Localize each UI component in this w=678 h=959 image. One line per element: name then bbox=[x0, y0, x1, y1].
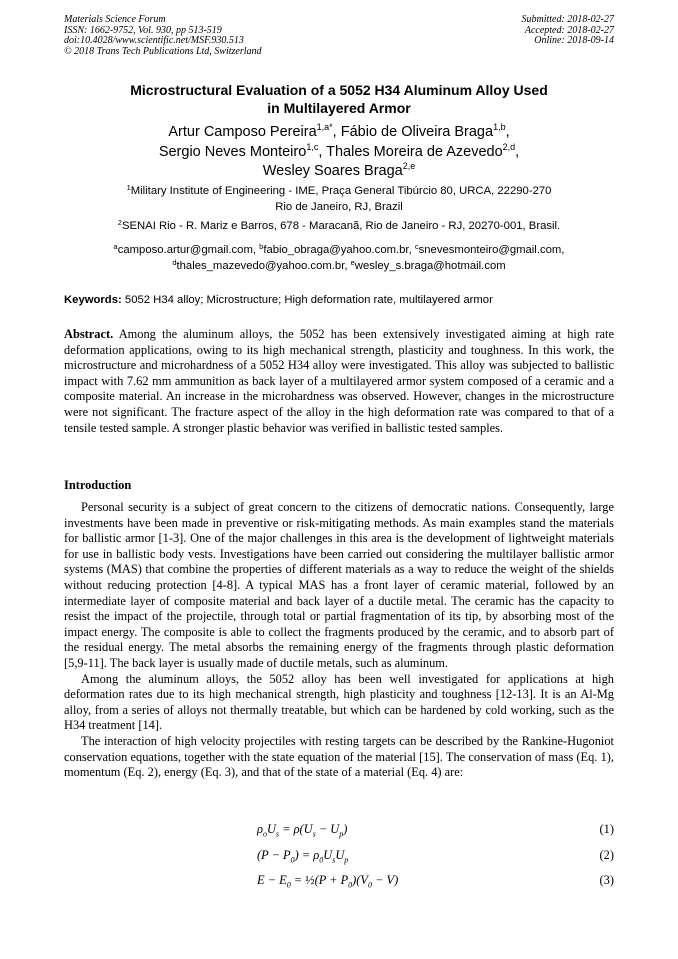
affiliation-text: SENAI Rio - R. Mariz e Barros, 678 - Maracanã, Rio de Janeiro - RJ, 20270-001, Brasil. bbox=[121, 220, 561, 232]
author-superscript: 1,a* bbox=[316, 122, 333, 132]
journal-info bbox=[64, 15, 262, 57]
equation-expression: $\rho_oU_s = \rho(U_s - U_p)$ bbox=[257, 822, 348, 839]
title-line-2: in Multilayered Armor bbox=[267, 100, 411, 116]
author-list: Artur Camposo Pereira$^{1,a*}$, Fábio de Oliveira Braga$^{1,b}$, Sergio Neves Monteiro$^{1,c}$, Thales Moreira de Azevedo$^{2,d}$, Wesley Soares Braga$^{2,e}$ bbox=[158, 122, 520, 179]
email-superscript: b bbox=[259, 242, 264, 251]
equation-number: (1) bbox=[599, 822, 614, 836]
author-superscript: 2,d bbox=[502, 141, 516, 152]
equation-number: (2) bbox=[599, 847, 614, 862]
email-address: thales_mazevedo@yahoo.com.br, bbox=[176, 259, 348, 272]
author-superscript: 2,e bbox=[402, 161, 416, 171]
affiliation-1 bbox=[64, 184, 614, 215]
copyright-line: © 2018 Trans Tech Publications Ltd, Switzerland bbox=[64, 45, 262, 57]
equation-expression: $E - E_0$ = ½(P + $P_0)(V_0 - V)$ bbox=[257, 873, 399, 890]
keywords-label: Keywords: bbox=[64, 294, 122, 306]
author-name: Thales Moreira de Azevedo bbox=[326, 143, 503, 160]
affiliation-text: Rio de Janeiro, RJ, Brazil bbox=[275, 200, 403, 213]
affiliation-superscript: 2 bbox=[117, 218, 122, 227]
equation-3 bbox=[64, 873, 614, 899]
author-name: Artur Camposo Pereira bbox=[168, 124, 317, 140]
email-superscript: e bbox=[350, 257, 355, 267]
email-address: fabio_obraga@yahoo.com.br, bbox=[263, 244, 412, 256]
abstract-label: Abstract. bbox=[64, 327, 114, 341]
email-superscript: d bbox=[172, 257, 177, 267]
paragraph: The interaction of high velocity projectiles with resting targets can be described by the Rankine-Hugoniot conservation equations, together with the state equation of the material [15]. The conservation of mass (Eq. 1), momentum (Eq. 2), energy (Eq. 3), and that of the state of a material (Eq. 4) are: bbox=[64, 733, 614, 780]
paragraph: Personal security is a subject of great concern to the citizens of democratic nations. Consequently, large investments have been made in preventive or risk-mitigating methods. As main examples stand the materials for ballistic armor [1-3]. One of the major challenges in this area is the development of lightweight materials for use in ballistic body vests. Investigations have been carried out considering the multilayer ballistic armor systems (MAS) that combine the properties of different materials as a way to reduce the weight of the shields without reducing protection [4-8]. A typical MAS has a front layer of ceramic material, followed by an intermediate layer of composite material and back layer of a ductile metal. The ceramic has the capacity to resist the impact of the projectile, through total or partial fragmentation of its tip, by absorbing most of the impact energy. The composite is able to collect the fragments produced by the ceramic, and to absorb part of the residual energy. The metal absorbs the remaining energy of the fragments through plastic deformation [5,9-11]. The back layer is usually made of ductile metals, such as aluminum. bbox=[64, 500, 614, 670]
affiliation-text: Military Institute of Engineering - IME, Praça General Tibúrcio 80, URCA, 22290-270 bbox=[130, 185, 552, 197]
equation-expression: $(P - P_0) = \rho_0U_sU_p$ bbox=[257, 847, 349, 864]
email-superscript: c bbox=[414, 242, 419, 251]
author-superscript: 1,b bbox=[493, 122, 506, 132]
keywords-line bbox=[64, 293, 614, 308]
author-name: Wesley Soares Braga bbox=[262, 163, 403, 179]
equation-2 bbox=[64, 848, 614, 874]
paragraph: Among the aluminum alloys, the 5052 alloy has been well investigated for applications at high deformation rates due to its high mechanical strength, high plasticity and toughness [12-13]. It is an Al-Mg alloy, from a series of alloys not thermally treatable, but which can be hardened by cold working, such as the H34 treatment [14]. bbox=[64, 671, 614, 733]
affiliation-2 bbox=[64, 219, 614, 235]
journal-name: Materials Science Forum bbox=[64, 14, 166, 25]
abstract-text: Among the aluminum alloys, the 5052 has been extensively investigated aiming at high rate deformation applications, owing to its high mechanical strength, plasticity and toughness. In this work, the microstructure and microhardness of a 5052 H34 alloy were investigated. This alloy was subjected to ballistic impact with 7.62 mm ammunition as back layer of a multilayered armor system composed of a ceramic and a composite material. An increase in the microhardness was observed. However, changes in the microstructure were not significant. The fracture aspect of the alloy in the high deformation rate was compared to that of a tensile tested sample. A stronger plastic behavior was verified in ballistic tested samples. bbox=[64, 327, 614, 435]
equation-block bbox=[64, 822, 614, 899]
email-list bbox=[64, 243, 614, 274]
abstract bbox=[64, 327, 614, 436]
section-heading: Introduction bbox=[64, 478, 132, 492]
paper-title bbox=[64, 81, 614, 117]
email-superscript: a bbox=[113, 242, 118, 251]
keywords-text: 5052 H34 alloy; Microstructure; High deformation rate, multilayered armor bbox=[124, 294, 493, 306]
equation-1 bbox=[64, 822, 614, 848]
email-address: snevesmonteiro@gmail.com, bbox=[418, 244, 565, 256]
issn-line: ISSN: 1662-9752, Vol. 930, pp 513-519 bbox=[64, 24, 222, 36]
dates-info bbox=[522, 15, 615, 47]
email-address: wesley_s.braga@hotmail.com bbox=[354, 259, 506, 272]
title-line-1: Microstructural Evaluation of a 5052 H34 Aluminum Alloy Used bbox=[130, 82, 548, 98]
email-address: camposo.artur@gmail.com, bbox=[117, 244, 257, 256]
online-date: Online: 2018-09-14 bbox=[534, 35, 614, 47]
doi-line: doi:10.4028/www.scientific.net/MSF.930.513 bbox=[64, 35, 244, 47]
author-name: Fábio de Oliveira Braga bbox=[340, 124, 494, 140]
introduction-body bbox=[64, 500, 614, 781]
author-superscript: 1,c bbox=[306, 141, 319, 152]
submitted-date: Submitted: 2018-02-27 bbox=[521, 14, 614, 25]
affiliation-superscript: 1 bbox=[126, 183, 131, 192]
author-name: Sergio Neves Monteiro bbox=[158, 143, 307, 160]
equation-number: (3) bbox=[599, 873, 614, 887]
accepted-date: Accepted: 2018-02-27 bbox=[524, 24, 614, 36]
